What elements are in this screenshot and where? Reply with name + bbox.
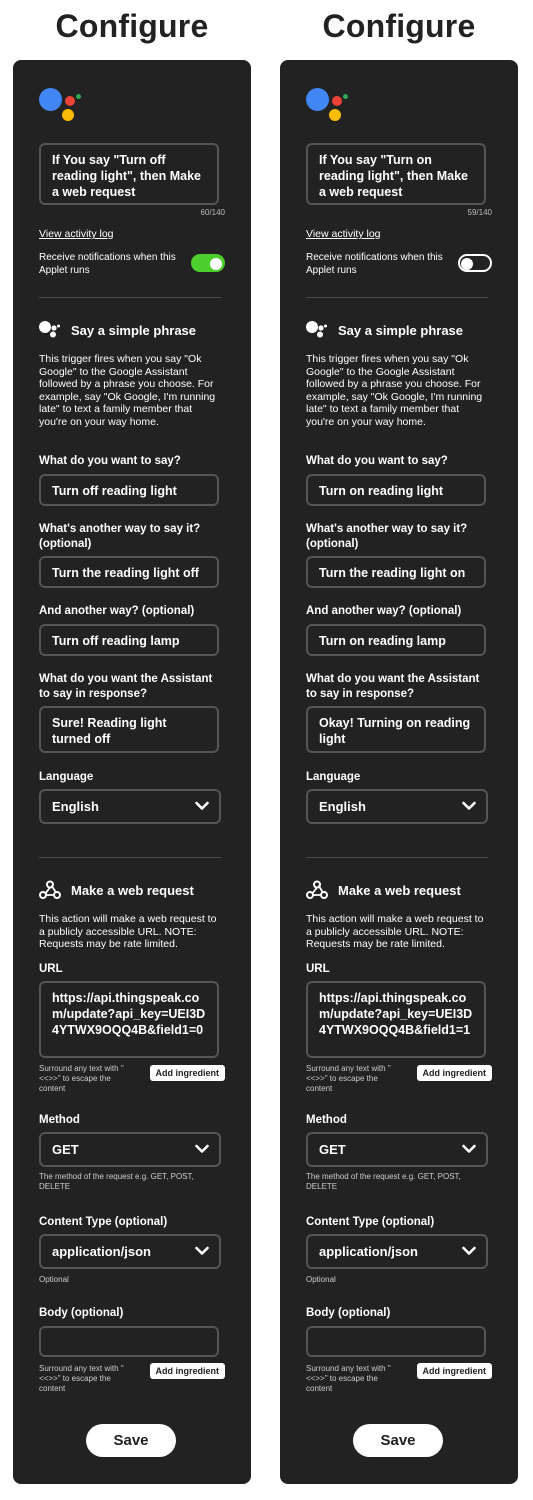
response-input[interactable]: Sure! Reading light turned off bbox=[39, 706, 219, 753]
content-type-select[interactable] bbox=[39, 1234, 221, 1269]
save-button[interactable]: Save bbox=[353, 1424, 443, 1457]
phrase-input[interactable]: Turn on reading light bbox=[306, 474, 486, 506]
save-button[interactable]: Save bbox=[86, 1424, 176, 1457]
toggle-knob bbox=[210, 258, 222, 270]
page-title: Configure bbox=[322, 8, 476, 44]
chevron-down-icon bbox=[462, 1246, 476, 1256]
trigger-section-title: Say a simple phrase bbox=[71, 323, 197, 338]
url-helper: Surround any text with "<<>>" to escape the content bbox=[306, 1064, 391, 1093]
google-assistant-icon bbox=[306, 88, 350, 128]
content-type-label: Content Type (optional) bbox=[39, 1216, 168, 1228]
action-section-title: Make a web request bbox=[71, 883, 194, 898]
action-section-title: Make a web request bbox=[338, 883, 461, 898]
url-label: URL bbox=[306, 963, 330, 975]
content-type-select[interactable] bbox=[306, 1234, 488, 1269]
body-helper: Surround any text with "<<>>" to escape the content bbox=[39, 1364, 124, 1393]
divider bbox=[39, 297, 221, 298]
method-label: Method bbox=[39, 1114, 80, 1126]
url-label: URL bbox=[39, 963, 63, 975]
content-type-helper: Optional bbox=[39, 1275, 69, 1284]
method-value: GET bbox=[52, 1142, 79, 1157]
notifications-label: Receive notifications when this Applet runs bbox=[39, 252, 176, 276]
content-type-helper: Optional bbox=[306, 1275, 336, 1284]
language-select[interactable] bbox=[39, 789, 221, 824]
response-label: What do you want the Assistant to say in response? bbox=[306, 673, 480, 700]
body-input[interactable] bbox=[39, 1326, 219, 1357]
alt-phrase-2-label: And another way? (optional) bbox=[306, 605, 462, 617]
method-label: Method bbox=[306, 1114, 347, 1126]
notifications-toggle[interactable] bbox=[191, 254, 225, 272]
view-activity-log-link[interactable]: View activity log bbox=[306, 228, 381, 240]
add-ingredient-button[interactable]: Add ingredient bbox=[417, 1363, 493, 1379]
add-ingredient-button[interactable]: Add ingredient bbox=[150, 1065, 226, 1081]
response-label: What do you want the Assistant to say in response? bbox=[39, 673, 213, 700]
configure-column-on bbox=[280, 0, 518, 1500]
content-type-value: application/json bbox=[52, 1244, 151, 1259]
divider bbox=[39, 857, 221, 858]
language-label: Language bbox=[306, 771, 361, 783]
method-value: GET bbox=[319, 1142, 346, 1157]
char-counter: 60/140 bbox=[200, 208, 225, 217]
char-counter: 59/140 bbox=[467, 208, 492, 217]
applet-title-field[interactable]: If You say "Turn on reading light", then Make a web request bbox=[306, 143, 486, 205]
add-ingredient-button[interactable]: Add ingredient bbox=[417, 1065, 493, 1081]
alt-phrase-2-label: And another way? (optional) bbox=[39, 605, 195, 617]
trigger-description: This trigger fires when you say "Ok Google" to the Google Assistant followed by a phrase you choose. For example, say "Ok Google, I'm running late" to text a family member that you're on your way home. bbox=[306, 353, 483, 428]
alt-phrase-label: What's another way to say it? (optional) bbox=[39, 523, 201, 550]
language-label: Language bbox=[39, 771, 94, 783]
content-type-label: Content Type (optional) bbox=[306, 1216, 435, 1228]
chevron-down-icon bbox=[195, 1144, 209, 1154]
alt-phrase-input[interactable]: Turn the reading light on bbox=[306, 556, 486, 588]
body-helper: Surround any text with "<<>>" to escape the content bbox=[306, 1364, 391, 1393]
google-assistant-mini-icon bbox=[306, 320, 328, 340]
body-label: Body (optional) bbox=[39, 1307, 124, 1319]
body-input[interactable] bbox=[306, 1326, 486, 1357]
page-title: Configure bbox=[55, 8, 209, 44]
applet-title-field[interactable]: If You say "Turn off reading light", then Make a web request bbox=[39, 143, 219, 205]
google-assistant-mini-icon bbox=[39, 320, 61, 340]
webhooks-icon bbox=[39, 880, 61, 900]
url-input[interactable]: https://api.thingspeak.com/update?api_key=UEI3D4YTWX9OQQ4B&field1=1 bbox=[306, 981, 486, 1058]
alt-phrase-input[interactable]: Turn the reading light off bbox=[39, 556, 219, 588]
add-ingredient-button[interactable]: Add ingredient bbox=[150, 1363, 226, 1379]
body-label: Body (optional) bbox=[306, 1307, 391, 1319]
toggle-knob bbox=[461, 258, 473, 270]
language-value: English bbox=[52, 799, 99, 814]
url-helper: Surround any text with "<<>>" to escape the content bbox=[39, 1064, 124, 1093]
phrase-label: What do you want to say? bbox=[39, 455, 181, 467]
view-activity-log-link[interactable]: View activity log bbox=[39, 228, 114, 240]
url-input[interactable]: https://api.thingspeak.com/update?api_key=UEI3D4YTWX9OQQ4B&field1=0 bbox=[39, 981, 219, 1058]
method-helper: The method of the request e.g. GET, POST, DELETE bbox=[39, 1172, 194, 1191]
content-type-value: application/json bbox=[319, 1244, 418, 1259]
chevron-down-icon bbox=[195, 801, 209, 811]
method-helper: The method of the request e.g. GET, POST, DELETE bbox=[306, 1172, 461, 1191]
config-panel bbox=[13, 60, 251, 1484]
language-value: English bbox=[319, 799, 366, 814]
alt-phrase-2-input[interactable]: Turn on reading lamp bbox=[306, 624, 486, 656]
method-select[interactable] bbox=[39, 1132, 221, 1167]
action-description: This action will make a web request to a publicly accessible URL. NOTE: Requests may be rate limited. bbox=[306, 913, 484, 950]
notifications-toggle[interactable] bbox=[458, 254, 492, 272]
divider bbox=[306, 297, 488, 298]
config-panel bbox=[280, 60, 518, 1484]
configure-column-off bbox=[13, 0, 251, 1500]
phrase-label: What do you want to say? bbox=[306, 455, 448, 467]
chevron-down-icon bbox=[462, 1144, 476, 1154]
divider bbox=[306, 857, 488, 858]
alt-phrase-2-input[interactable]: Turn off reading lamp bbox=[39, 624, 219, 656]
action-description: This action will make a web request to a publicly accessible URL. NOTE: Requests may be rate limited. bbox=[39, 913, 217, 950]
phrase-input[interactable]: Turn off reading light bbox=[39, 474, 219, 506]
language-select[interactable] bbox=[306, 789, 488, 824]
notifications-label: Receive notifications when this Applet runs bbox=[306, 252, 443, 276]
trigger-description: This trigger fires when you say "Ok Google" to the Google Assistant followed by a phrase you choose. For example, say "Ok Google, I'm running late" to text a family member that you're on your way home. bbox=[39, 353, 216, 428]
webhooks-icon bbox=[306, 880, 328, 900]
response-input[interactable]: Okay! Turning on reading light bbox=[306, 706, 486, 753]
chevron-down-icon bbox=[462, 801, 476, 811]
method-select[interactable] bbox=[306, 1132, 488, 1167]
alt-phrase-label: What's another way to say it? (optional) bbox=[306, 523, 468, 550]
chevron-down-icon bbox=[195, 1246, 209, 1256]
google-assistant-icon bbox=[39, 88, 83, 128]
trigger-section-title: Say a simple phrase bbox=[338, 323, 464, 338]
